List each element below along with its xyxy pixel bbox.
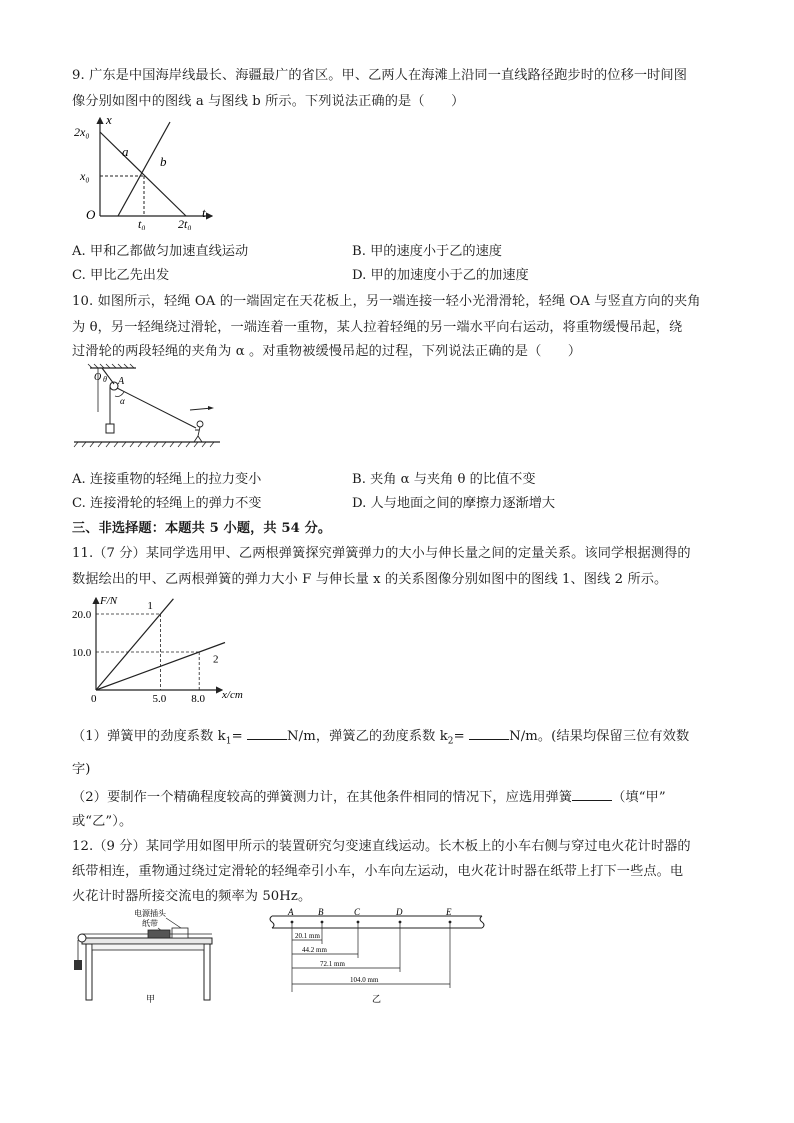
q9-stem-line2: 像分别如图中的图线 a 与图线 b 所示。下列说法正确的是（ ） [72, 94, 465, 109]
q9-option-b[interactable]: B. 甲的速度小于乙的速度 [352, 244, 502, 259]
theta-label: θ [103, 375, 107, 384]
q11-part2-text-a: （2）要制作一个精确程度较高的弹簧测力计，在其他条件相同的情况下，应选用弹簧 [72, 790, 573, 805]
q9-option-d[interactable]: D. 甲的加速度小于乙的加速度 [352, 268, 529, 283]
x-tick-5.0: 5.0 [152, 693, 167, 704]
series-label-2: 2 [213, 653, 219, 666]
k1-subscript: 1 [225, 736, 232, 747]
q11-part1-text-b: = [231, 729, 248, 744]
q11-part1-text-a: （1）弹簧甲的劲度系数 k [72, 729, 226, 744]
line-a-label: a [122, 144, 129, 159]
point-o-label: O [94, 372, 102, 383]
y-label-2x0: 2x₀ [74, 125, 90, 139]
q9-option-c[interactable]: C. 甲比乙先出发 [72, 268, 170, 283]
q9-stem-line1: 9. 广东是中国海岸线最长、海疆最广的省区。甲、乙两人在海滩上沿同一直线路径跑步时的位移一时间图 [72, 68, 688, 83]
origin-label: O [86, 207, 96, 222]
q10-stem-line2: 为 θ，另一轻绳绕过滑轮，一端连着一重物，某人拉着轻绳的另一端水平向右运动，将重物缓慢吊起，绕 [72, 320, 683, 335]
q11-part1-text-d: N/m。(结果均保留三位有效数 [509, 729, 690, 744]
figure-jia-caption: 甲 [146, 994, 156, 1004]
y-tick-20.0: 20.0 [72, 609, 92, 621]
q11-part1-text-c: N/m，弹簧乙的劲度系数 k [287, 729, 448, 744]
q12-tape-figure-yi [268, 908, 488, 1004]
point-c-tape: C [354, 908, 361, 917]
section-3-heading: 三、非选择题：本题共 5 小题，共 54 分。 [72, 521, 332, 536]
axis-t-label: t [202, 205, 206, 220]
q10-option-c[interactable]: C. 连接滑轮的轻绳上的弹力不变 [72, 496, 262, 511]
q9-xt-graph [72, 114, 222, 230]
q12-stem-line3: 火花计时器所接交流电的频率为 50Hz。 [72, 889, 312, 904]
q11-part2-line [72, 786, 666, 805]
q10-pulley-figure [72, 362, 232, 460]
q12-apparatus-figure-jia [72, 908, 222, 1004]
plug-label: 电源插头 [134, 909, 166, 918]
q9-option-a[interactable]: A. 甲和乙都做匀加速直线运动 [72, 244, 249, 259]
dist-ac-label: 44.2 mm [302, 946, 327, 954]
k2-subscript: 2 [447, 736, 454, 747]
point-b-tape: B [318, 908, 324, 917]
figure-yi-caption: 乙 [372, 994, 382, 1004]
dist-ad-label: 72.1 mm [320, 960, 345, 968]
dist-ab-label: 20.1 mm [295, 932, 320, 940]
axis-x-label: x [106, 114, 112, 127]
x-label-t0: t₀ [138, 217, 146, 230]
y-tick-10.0: 10.0 [72, 647, 92, 659]
point-d-tape: D [396, 908, 403, 917]
alpha-label: α [120, 396, 125, 406]
q11-part1-cont: 字) [72, 762, 91, 777]
q10-option-a[interactable]: A. 连接重物的轻绳上的拉力变小 [72, 472, 262, 487]
q10-stem-line1: 10. 如图所示，轻绳 OA 的一端固定在天花板上，另一端连接一轻小光滑滑轮，轻绳 OA 与竖直方向的夹角 [72, 294, 701, 309]
dist-ae-label: 104.0 mm [350, 976, 379, 984]
q11-part2-text-b: （填“甲” [612, 790, 666, 805]
q11-part1-text-b2: = [453, 729, 470, 744]
y-axis-label: F/N [100, 595, 118, 607]
point-a-tape: A [288, 908, 294, 917]
k1-answer-blank[interactable] [247, 727, 287, 740]
q11-stem-line2: 数据绘出的甲、乙两根弹簧的弹力大小 F 与伸长量 x 的关系图像分别如图中的图线 1、图线 2 所示。 [72, 572, 668, 587]
x-tick-8.0: 8.0 [191, 693, 205, 704]
k2-answer-blank[interactable] [469, 727, 509, 740]
x-tick-0: 0 [91, 693, 97, 704]
x-axis-label: x/cm [222, 689, 243, 701]
q11-part2-cont: 或“乙”）。 [72, 814, 133, 829]
q10-option-b[interactable]: B. 夹角 α 与夹角 θ 的比值不变 [352, 472, 536, 487]
q10-option-d[interactable]: D. 人与地面之间的摩擦力逐渐增大 [352, 496, 556, 511]
q12-stem-line2: 纸带相连，重物通过绕过定滑轮的轻绳牵引小车，小车向左运动，电火花计时器在纸带上打下一些点。电 [72, 864, 684, 879]
q11-f-x-chart [72, 592, 258, 704]
spring-choice-blank[interactable] [572, 788, 612, 801]
q12-stem-line1: 12.（9 分）某同学用如图甲所示的装置研究匀变速直线运动。长木板上的小车右侧与穿过电火花计时器的 [72, 839, 691, 854]
point-e-tape: E [446, 908, 452, 917]
series-label-1: 1 [147, 599, 153, 612]
q10-stem-line3: 过滑轮的两段轻绳的夹角为 α 。对重物被缓慢吊起的过程，下列说法正确的是（ ） [72, 344, 582, 359]
q11-part1-line [72, 725, 689, 747]
q11-stem-line1: 11.（7 分）某同学选用甲、乙两根弹簧探究弹簧弹力的大小与伸长量之间的定量关系。该同学根据测得的 [72, 546, 691, 561]
line-b-label: b [160, 154, 167, 169]
point-a-label: A [118, 376, 125, 387]
x-label-2t0: 2t₀ [178, 217, 192, 230]
tape-label: 纸带 [142, 919, 158, 928]
y-label-x0: x₀ [80, 169, 90, 183]
